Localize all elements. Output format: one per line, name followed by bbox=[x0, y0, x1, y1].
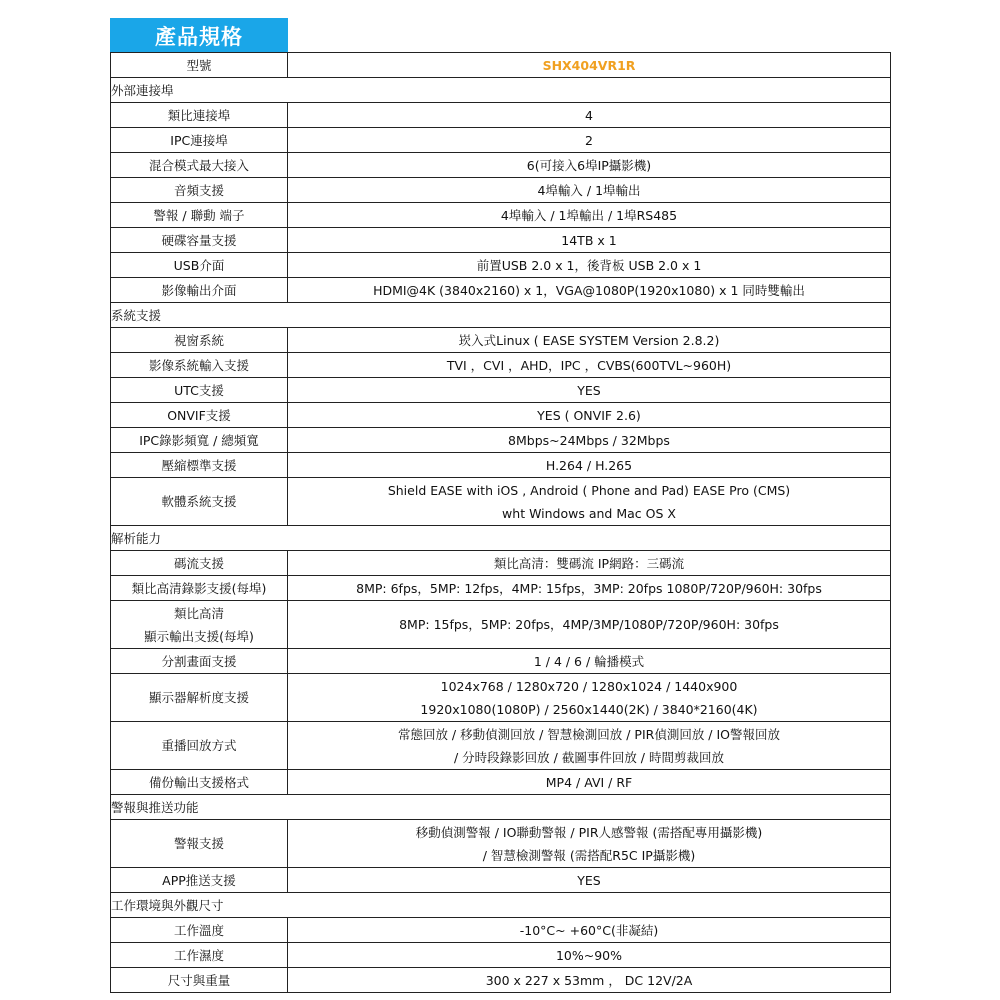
section-header-row bbox=[111, 795, 891, 820]
spec-value bbox=[288, 353, 891, 378]
spec-label-line: 重播回放方式 bbox=[161, 738, 237, 753]
spec-row bbox=[111, 674, 891, 722]
spec-value-line: HDMI@4K (3840x2160) x 1，VGA@1080P(1920x1080) x 1 同時雙輸出 bbox=[373, 282, 805, 298]
spec-value bbox=[288, 868, 891, 893]
spec-value-line: 崁入式Linux ( EASE SYSTEM Version 2.8.2) bbox=[458, 332, 720, 348]
spec-value-line: wht Windows and Mac OS X bbox=[502, 505, 676, 521]
spec-value bbox=[288, 722, 891, 770]
spec-label bbox=[111, 203, 288, 228]
spec-value-line: YES bbox=[577, 382, 601, 398]
spec-label bbox=[111, 153, 288, 178]
spec-row bbox=[111, 576, 891, 601]
spec-row bbox=[111, 128, 891, 153]
spec-row bbox=[111, 453, 891, 478]
section-title: 工作環境與外觀尺寸 bbox=[111, 893, 891, 918]
spec-value bbox=[288, 478, 891, 526]
spec-label bbox=[111, 918, 288, 943]
spec-value bbox=[288, 576, 891, 601]
spec-label-line: 混合模式最大接入 bbox=[148, 157, 249, 173]
spec-label-line: 顯示器解析度支援 bbox=[148, 690, 249, 705]
spec-value-line: YES bbox=[577, 872, 601, 888]
spec-value bbox=[288, 649, 891, 674]
spec-value-line: 移動偵測警報 / IO聯動警報 / PIR人感警報 (需搭配專用攝影機) bbox=[415, 824, 763, 840]
spec-row bbox=[111, 601, 891, 649]
spec-value-line: 前置USB 2.0 x 1，後背板 USB 2.0 x 1 bbox=[476, 257, 702, 273]
spec-label-line: 軟體系統支援 bbox=[161, 494, 237, 509]
section-title: 警報與推送功能 bbox=[111, 795, 891, 820]
spec-label-line: 尺寸與重量 bbox=[167, 972, 231, 988]
spec-label bbox=[111, 868, 288, 893]
spec-value-line: 1 / 4 / 6 / 輪播模式 bbox=[533, 653, 645, 669]
spec-row bbox=[111, 820, 891, 868]
spec-value bbox=[288, 203, 891, 228]
spec-value bbox=[288, 551, 891, 576]
spec-value-line: YES ( ONVIF 2.6) bbox=[537, 407, 641, 423]
spec-value bbox=[288, 128, 891, 153]
spec-label-line: 類比高清錄影支援(每埠) bbox=[131, 580, 267, 596]
spec-row bbox=[111, 328, 891, 353]
spec-row bbox=[111, 868, 891, 893]
spec-label bbox=[111, 278, 288, 303]
spec-label-line: APP推送支援 bbox=[162, 872, 236, 888]
spec-row bbox=[111, 943, 891, 968]
spec-value-line: 4埠輸入 / 1埠輸出 bbox=[537, 182, 641, 198]
spec-value bbox=[288, 968, 891, 993]
spec-label bbox=[111, 353, 288, 378]
spec-label bbox=[111, 428, 288, 453]
spec-value-line: 8MP: 15fps，5MP: 20fps，4MP/3MP/1080P/720P/960H: 30fps bbox=[399, 617, 779, 632]
spec-table-body bbox=[111, 53, 891, 993]
spec-label bbox=[111, 770, 288, 795]
spec-value bbox=[288, 918, 891, 943]
spec-label-line: 視窗系統 bbox=[173, 332, 224, 348]
spec-row bbox=[111, 403, 891, 428]
spec-value bbox=[288, 403, 891, 428]
spec-value bbox=[288, 328, 891, 353]
spec-value-line: 4 bbox=[585, 107, 593, 123]
spec-row bbox=[111, 551, 891, 576]
spec-label-line: 壓縮標準支援 bbox=[161, 457, 237, 473]
page-title: 產品規格 bbox=[110, 18, 288, 53]
spec-value bbox=[288, 103, 891, 128]
spec-row bbox=[111, 428, 891, 453]
spec-value-line: MP4 / AVI / RF bbox=[545, 774, 633, 790]
model-row bbox=[111, 53, 891, 78]
spec-value-line: / 分時段錄影回放 / 截圖事件回放 / 時間剪裁回放 bbox=[453, 749, 724, 765]
spec-label-line: 警報 / 聯動 端子 bbox=[153, 207, 245, 223]
spec-row bbox=[111, 153, 891, 178]
spec-value-line: 8MP: 6fps，5MP: 12fps，4MP: 15fps，3MP: 20fps 1080P/720P/960H: 30fps bbox=[356, 580, 822, 596]
spec-row bbox=[111, 278, 891, 303]
spec-label-line: 影像輸出介面 bbox=[161, 282, 237, 298]
spec-row bbox=[111, 770, 891, 795]
spec-value-line: 常態回放 / 移動偵測回放 / 智慧檢測回放 / PIR偵測回放 / IO警報回放 bbox=[397, 726, 781, 742]
spec-value-line: 類比高清：雙碼流 IP網路：三碼流 bbox=[493, 555, 685, 571]
spec-table bbox=[110, 52, 891, 993]
spec-label-line: ONVIF支援 bbox=[167, 407, 231, 423]
spec-label bbox=[111, 674, 288, 722]
spec-value-line: Shield EASE with iOS , Android ( Phone and Pad) EASE Pro (CMS) bbox=[387, 482, 791, 498]
spec-label bbox=[111, 328, 288, 353]
spec-value-line: 10%~90% bbox=[555, 947, 623, 963]
spec-label bbox=[111, 478, 288, 526]
spec-label-line: 影像系統輸入支援 bbox=[148, 357, 249, 373]
spec-label bbox=[111, 968, 288, 993]
spec-label bbox=[111, 576, 288, 601]
spec-value bbox=[288, 601, 891, 649]
spec-row bbox=[111, 353, 891, 378]
spec-value-line: 8Mbps~24Mbps / 32Mbps bbox=[508, 432, 670, 448]
spec-label-line: 分割畫面支援 bbox=[161, 653, 237, 669]
section-title: 外部連接埠 bbox=[111, 78, 891, 103]
spec-row bbox=[111, 253, 891, 278]
spec-row bbox=[111, 228, 891, 253]
section-header-row bbox=[111, 893, 891, 918]
section-header-row bbox=[111, 526, 891, 551]
spec-label bbox=[111, 649, 288, 674]
spec-row bbox=[111, 722, 891, 770]
spec-row bbox=[111, 649, 891, 674]
spec-label bbox=[111, 453, 288, 478]
spec-value bbox=[288, 253, 891, 278]
spec-value-line: 14TB x 1 bbox=[561, 232, 617, 248]
spec-value-line: TVI ，CVI ，AHD，IPC ，CVBS(600TVL~960H) bbox=[446, 357, 732, 373]
spec-label bbox=[111, 820, 288, 868]
spec-value-line: 4埠輸入 / 1埠輸出 / 1埠RS485 bbox=[500, 207, 678, 223]
spec-value bbox=[288, 943, 891, 968]
spec-row bbox=[111, 178, 891, 203]
spec-label-line: 類比高清 bbox=[173, 605, 224, 621]
spec-label bbox=[111, 943, 288, 968]
spec-value-line: 300 x 227 x 53mm ， DC 12V/2A bbox=[485, 972, 693, 988]
spec-value bbox=[288, 153, 891, 178]
section-header-row bbox=[111, 303, 891, 328]
spec-label-line: 硬碟容量支援 bbox=[161, 232, 237, 248]
spec-label bbox=[111, 228, 288, 253]
spec-value-line: 2 bbox=[585, 132, 593, 148]
spec-value-line: H.264 / H.265 bbox=[545, 457, 633, 473]
spec-value-line: / 智慧檢測警報 (需搭配R5C IP攝影機) bbox=[482, 847, 696, 863]
spec-label-line: 碼流支援 bbox=[173, 555, 224, 571]
spec-row bbox=[111, 968, 891, 993]
spec-value-line: -10°C~ +60°C(非凝結) bbox=[519, 922, 659, 938]
spec-value bbox=[288, 770, 891, 795]
section-header-row bbox=[111, 78, 891, 103]
spec-value bbox=[288, 178, 891, 203]
spec-label-line: USB介面 bbox=[173, 257, 225, 273]
spec-label-line: 備份輸出支援格式 bbox=[148, 774, 249, 790]
section-title: 解析能力 bbox=[111, 526, 891, 551]
spec-value-line: 1920x1080(1080P) / 2560x1440(2K) / 3840*2160(4K) bbox=[420, 701, 758, 717]
spec-label bbox=[111, 722, 288, 770]
spec-label-line: 工作濕度 bbox=[173, 947, 224, 963]
spec-value bbox=[288, 228, 891, 253]
spec-value-line: 1024x768 / 1280x720 / 1280x1024 / 1440x900 bbox=[440, 678, 738, 694]
spec-value bbox=[288, 378, 891, 403]
spec-label bbox=[111, 103, 288, 128]
spec-value bbox=[288, 820, 891, 868]
spec-label-line: 顯示輸出支援(每埠) bbox=[144, 628, 254, 644]
spec-value bbox=[288, 453, 891, 478]
spec-label bbox=[111, 178, 288, 203]
spec-value bbox=[288, 428, 891, 453]
spec-label-line: 音頻支援 bbox=[173, 182, 224, 198]
spec-value bbox=[288, 674, 891, 722]
spec-label bbox=[111, 601, 288, 649]
spec-label bbox=[111, 551, 288, 576]
model-value: SHX404VR1R bbox=[288, 53, 891, 78]
spec-label-line: IPC連接埠 bbox=[170, 132, 228, 148]
spec-row bbox=[111, 103, 891, 128]
spec-label-line: UTC支援 bbox=[174, 382, 224, 398]
spec-value bbox=[288, 278, 891, 303]
spec-label bbox=[111, 403, 288, 428]
spec-label-line: 警報支援 bbox=[173, 836, 224, 851]
spec-label-line: 類比連接埠 bbox=[167, 107, 231, 123]
spec-row bbox=[111, 918, 891, 943]
spec-label-line: IPC錄影頻寬 / 總頻寬 bbox=[139, 432, 259, 448]
section-title: 系統支援 bbox=[111, 303, 891, 328]
spec-row bbox=[111, 478, 891, 526]
spec-value-line: 6(可接入6埠IP攝影機) bbox=[526, 157, 652, 173]
spec-label bbox=[111, 253, 288, 278]
spec-row bbox=[111, 203, 891, 228]
spec-label bbox=[111, 128, 288, 153]
model-label: 型號 bbox=[111, 53, 288, 78]
spec-label bbox=[111, 378, 288, 403]
spec-row bbox=[111, 378, 891, 403]
spec-label-line: 工作溫度 bbox=[173, 922, 224, 938]
